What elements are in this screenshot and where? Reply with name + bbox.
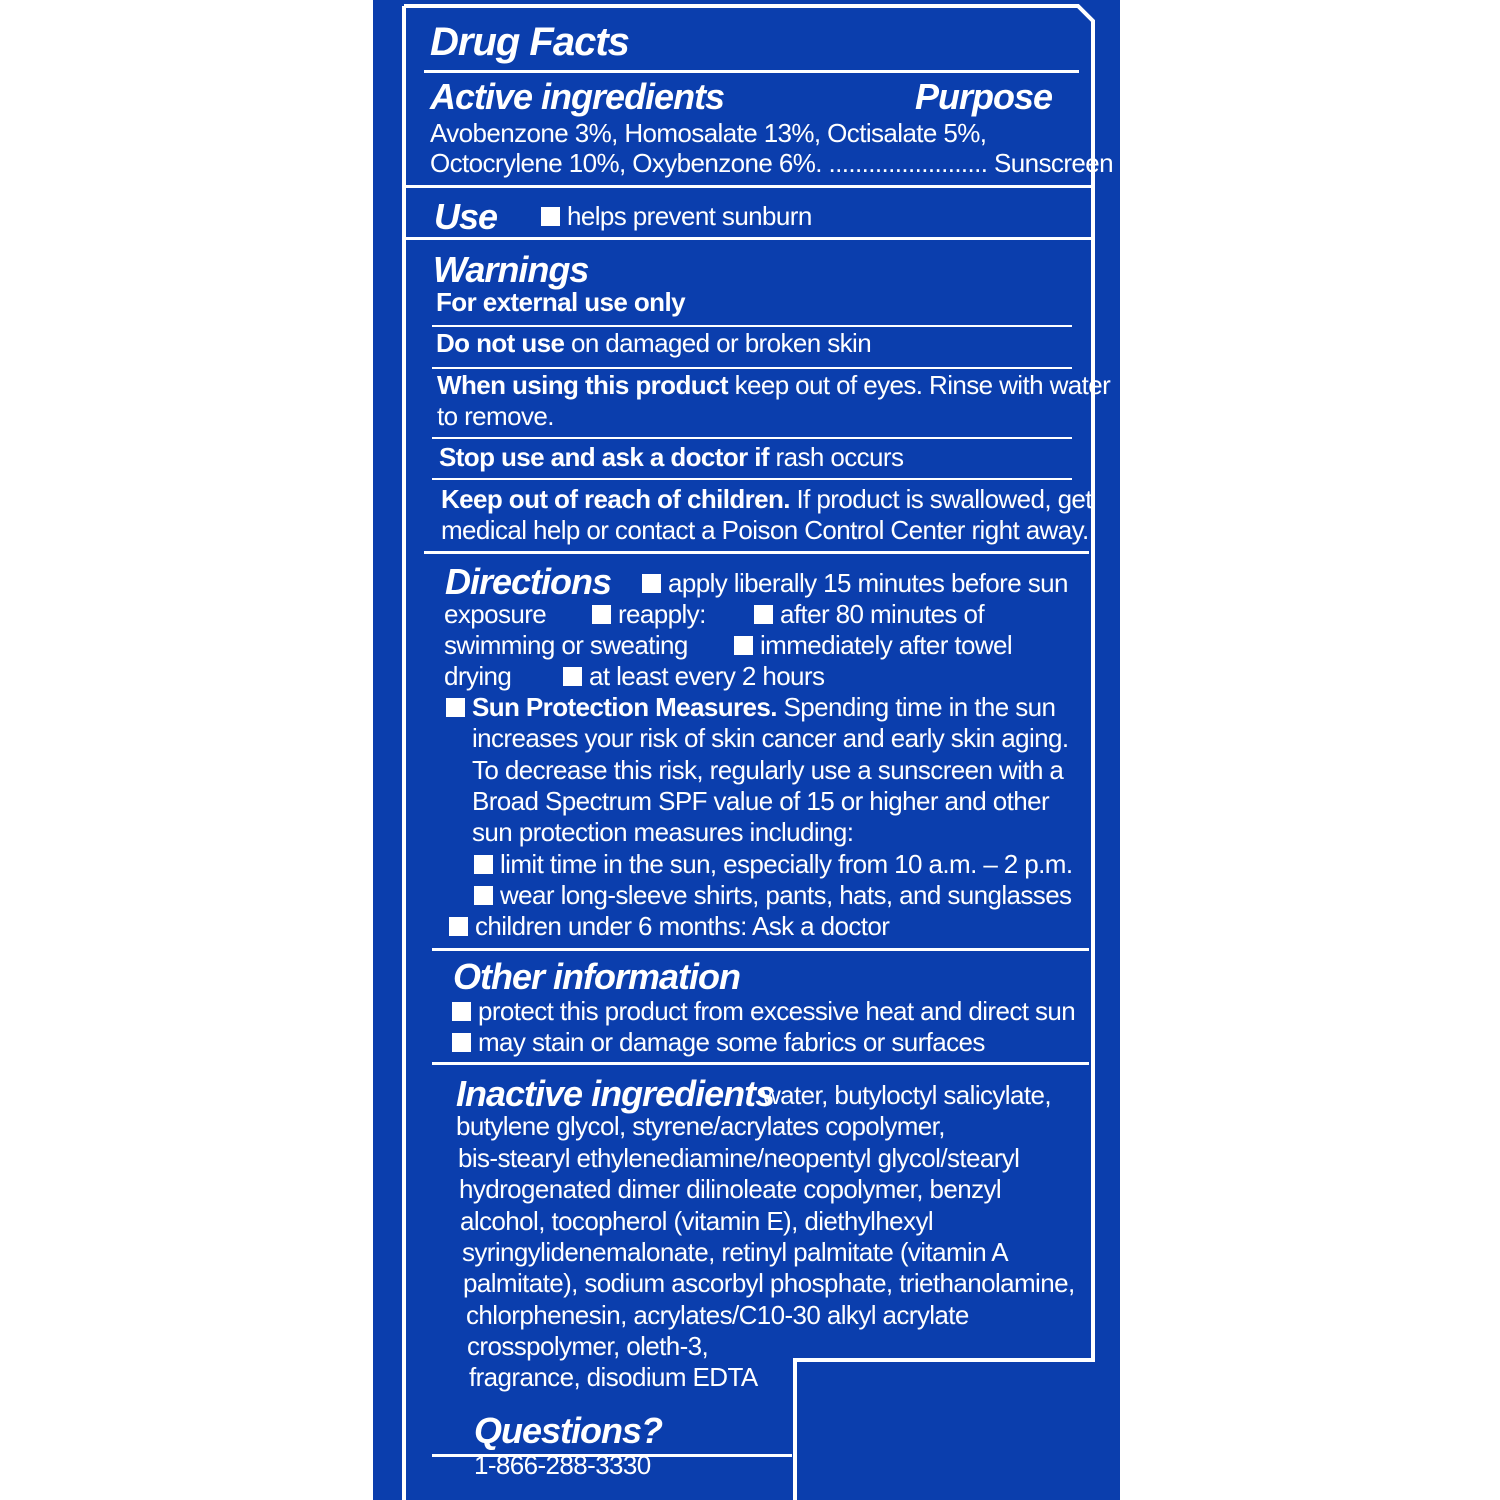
purpose-heading: Purpose <box>915 76 1053 117</box>
inactive-line6: syringylidenemalonate, retinyl palmitate (vitamin A <box>462 1237 1008 1267</box>
other-rule <box>432 1062 1089 1065</box>
bullet-square-icon <box>734 636 753 655</box>
bullet-square-icon <box>452 1002 471 1021</box>
direction-every2: at least every 2 hours <box>563 661 824 692</box>
warnings-external-rule <box>432 325 1072 327</box>
inactive-line1: water, butyloctyl salicylate, <box>762 1080 1051 1110</box>
use-heading: Use <box>434 196 498 237</box>
bullet-square-icon <box>452 1033 471 1052</box>
stop-use-rule <box>432 478 1072 480</box>
bullet-square-icon <box>474 886 493 905</box>
bullet-square-icon <box>449 917 468 936</box>
inactive-line9: crosspolymer, oleth-3, <box>467 1331 709 1361</box>
bullet-square-icon <box>474 855 493 874</box>
keep-out-text-line1: Keep out of reach of children. If product is swallowed, get <box>441 484 1092 514</box>
sun-protection-line4: Broad Spectrum SPF value of 15 or higher and other <box>472 786 1050 816</box>
sun-protection-line2: increases your risk of skin cancer and early skin aging. <box>472 723 1069 753</box>
title-rule <box>424 70 1079 73</box>
direction-apply: apply liberally 15 minutes before sun <box>642 568 1068 599</box>
active-ingredients-heading: Active ingredients <box>430 76 725 117</box>
inactive-line8: chlorphenesin, acrylates/C10-30 alkyl acrylate <box>466 1300 969 1330</box>
direction-drying: drying <box>444 661 512 691</box>
warnings-heading: Warnings <box>433 249 589 290</box>
use-item: helps prevent sunburn <box>541 201 812 232</box>
sun-protection-line3: To decrease this risk, regularly use a sunscreen with a <box>472 755 1064 785</box>
directions-heading: Directions <box>445 561 612 602</box>
directions-rule <box>432 948 1089 951</box>
direction-wear: wear long-sleeve shirts, pants, hats, and sunglasses <box>474 880 1071 911</box>
direction-reapply: reapply: <box>592 599 706 630</box>
other-stain: may stain or damage some fabrics or surfaces <box>452 1027 985 1058</box>
drug-facts-title: Drug Facts <box>430 20 629 64</box>
questions-phone: 1-866-288-3330 <box>474 1450 651 1480</box>
active-rule <box>404 185 1093 188</box>
inactive-line3: bis-stearyl ethylenediamine/neopentyl glycol/stearyl <box>458 1143 1020 1173</box>
inactive-line5: alcohol, tocopherol (vitamin E), diethylhexyl <box>460 1206 934 1236</box>
when-using-rule <box>432 437 1072 439</box>
when-using-text-line1: When using this product keep out of eyes. Rinse with water <box>437 370 1111 400</box>
bullet-square-icon <box>642 574 661 593</box>
do-not-use-text: Do not use on damaged or broken skin <box>436 328 872 358</box>
direction-exposure: exposure <box>444 599 547 629</box>
sun-protection-line5: sun protection measures including: <box>472 817 854 847</box>
inactive-line2: butylene glycol, styrene/acrylates copolymer, <box>456 1111 945 1141</box>
external-use-text: For external use only <box>436 287 685 317</box>
other-information-heading: Other information <box>453 956 740 997</box>
other-protect: protect this product from excessive heat and direct sun <box>452 996 1075 1027</box>
use-rule <box>404 237 1093 240</box>
bullet-square-icon <box>592 605 611 624</box>
bullet-square-icon <box>563 667 582 686</box>
inactive-line7: palmitate), sodium ascorbyl phosphate, triethanolamine, <box>463 1268 1075 1298</box>
active-ingredients-line2: Octocrylene 10%, Oxybenzone 6%. ........................ Sunscreen <box>430 148 1113 178</box>
sun-protection-line1: Sun Protection Measures. Spending time in the sun <box>446 692 1055 723</box>
direction-swimming: swimming or sweating <box>444 630 688 660</box>
inactive-line4: hydrogenated dimer dilinoleate copolymer, benzyl <box>459 1174 1002 1204</box>
warnings-rule <box>424 551 1089 554</box>
bullet-square-icon <box>541 207 560 226</box>
active-ingredients-line1: Avobenzone 3%, Homosalate 13%, Octisalate 5%, <box>430 118 987 148</box>
direction-immediately: immediately after towel <box>734 630 1012 661</box>
bullet-square-icon <box>446 698 465 717</box>
inactive-line10: fragrance, disodium EDTA <box>469 1362 758 1392</box>
when-using-text-line2: to remove. <box>437 401 554 431</box>
direction-limit: limit time in the sun, especially from 10 a.m. – 2 p.m. <box>474 849 1072 880</box>
direction-after80: after 80 minutes of <box>754 599 984 630</box>
bullet-square-icon <box>754 605 773 624</box>
inactive-ingredients-heading: Inactive ingredients <box>456 1073 775 1114</box>
do-not-use-rule <box>432 367 1072 369</box>
keep-out-text-line2: medical help or contact a Poison Control Center right away. <box>441 515 1089 545</box>
stop-use-text: Stop use and ask a doctor if rash occurs <box>439 442 904 472</box>
direction-children: children under 6 months: Ask a doctor <box>449 911 889 942</box>
questions-heading: Questions? <box>474 1410 663 1451</box>
